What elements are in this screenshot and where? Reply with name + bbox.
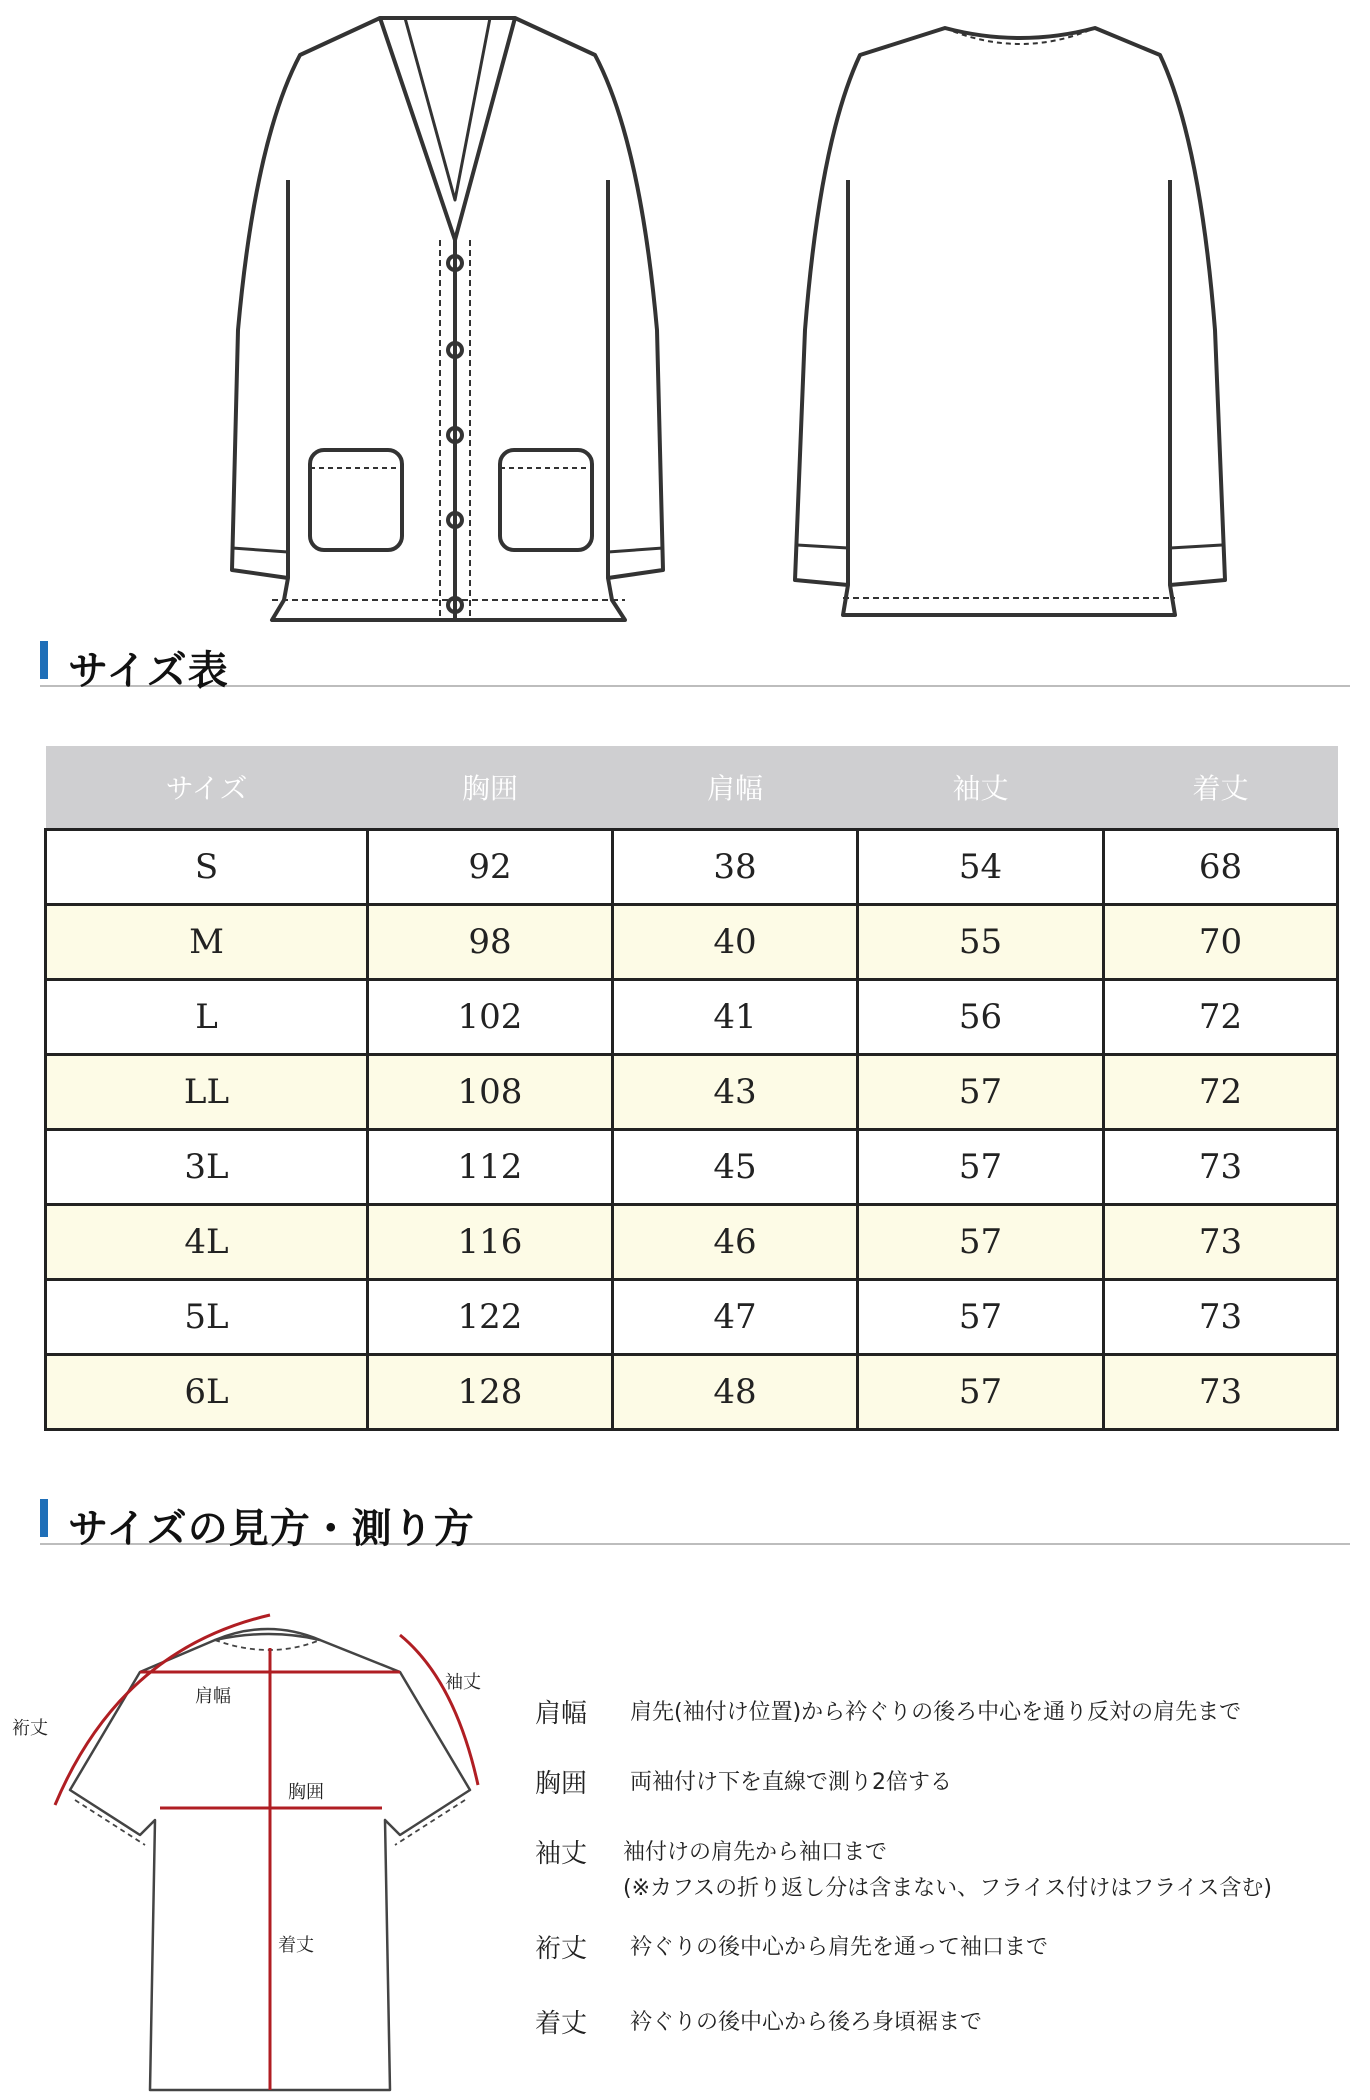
label-katahaba: 肩幅: [195, 1686, 231, 1707]
cell-sleeve: 55: [858, 905, 1104, 980]
cell-shoulder: 43: [613, 1055, 858, 1130]
table-row: [46, 830, 1338, 905]
cell-length: 70: [1104, 905, 1338, 980]
cell-size: 4L: [46, 1205, 368, 1280]
cell-size: M: [46, 905, 368, 980]
cell-chest: 102: [368, 980, 613, 1055]
cell-chest: 122: [368, 1280, 613, 1355]
cell-sleeve: 57: [858, 1130, 1104, 1205]
front-garment-sketch: [232, 18, 663, 620]
cell-shoulder: 47: [613, 1280, 858, 1355]
definition-term: 肩幅: [535, 1699, 588, 1729]
label-yukitake: 裄丈: [12, 1718, 48, 1739]
table-row: [46, 1205, 1338, 1280]
measure-heading: [40, 1495, 1350, 1552]
cell-length: 68: [1104, 830, 1338, 905]
definition-desc: 両袖付け下を直線で測り2倍する: [630, 1770, 952, 1795]
header-chest: 胸囲: [368, 746, 613, 830]
cell-size: 6L: [46, 1355, 368, 1430]
definition-term: 袖丈: [535, 1839, 588, 1869]
definition-desc: 衿ぐりの後中心から後ろ身頃裾まで: [630, 2010, 983, 2035]
table-row: [46, 1280, 1338, 1355]
cell-shoulder: 48: [613, 1355, 858, 1430]
cell-length: 73: [1104, 1130, 1338, 1205]
cell-shoulder: 38: [613, 830, 858, 905]
header-shoulder: 肩幅: [613, 746, 858, 830]
cell-length: 73: [1104, 1355, 1338, 1430]
accent-bar: [40, 1499, 48, 1537]
size-table: [44, 746, 1339, 1431]
label-kitake: 着丈: [278, 1935, 314, 1956]
cell-shoulder: 40: [613, 905, 858, 980]
definition-term: 裄丈: [535, 1934, 588, 1964]
definition-term: 胸囲: [535, 1769, 588, 1799]
definition-desc: 衿ぐりの後中心から肩先を通って袖口まで: [630, 1935, 1049, 1960]
header-size: サイズ: [46, 746, 368, 830]
cell-length: 73: [1104, 1280, 1338, 1355]
cell-sleeve: 57: [858, 1280, 1104, 1355]
cell-sleeve: 57: [858, 1055, 1104, 1130]
cell-size: S: [46, 830, 368, 905]
garment-illustrations: [0, 0, 1370, 630]
measure-title: サイズの見方・測り方: [68, 1506, 475, 1552]
cell-chest: 92: [368, 830, 613, 905]
definition-note: (※カフスの折り返し分は含まない、フライス付けはフライス含む): [623, 1876, 1272, 1901]
yukitake-arc: [55, 1615, 270, 1805]
cell-chest: 112: [368, 1130, 613, 1205]
accent-bar: [40, 641, 48, 679]
table-row: [46, 1055, 1338, 1130]
header-sleeve: 袖丈: [858, 746, 1104, 830]
cell-chest: 108: [368, 1055, 613, 1130]
cell-sleeve: 56: [858, 980, 1104, 1055]
table-row: [46, 1355, 1338, 1430]
measure-lines: [55, 1615, 478, 2090]
size-table-title: サイズ表: [68, 648, 229, 694]
definition-term: 着丈: [535, 2009, 588, 2039]
table-row: [46, 980, 1338, 1055]
cell-shoulder: 45: [613, 1130, 858, 1205]
sodetake-arc: [400, 1635, 478, 1785]
cell-length: 73: [1104, 1205, 1338, 1280]
cell-chest: 98: [368, 905, 613, 980]
cell-length: 72: [1104, 1055, 1338, 1130]
cell-sleeve: 54: [858, 830, 1104, 905]
cell-size: LL: [46, 1055, 368, 1130]
cell-size: 5L: [46, 1280, 368, 1355]
label-kyoui: 胸囲: [288, 1782, 324, 1803]
cell-sleeve: 57: [858, 1205, 1104, 1280]
table-header-row: [46, 746, 1338, 830]
table-row: [46, 1130, 1338, 1205]
cell-shoulder: 46: [613, 1205, 858, 1280]
cell-chest: 128: [368, 1355, 613, 1430]
size-table-heading: [40, 637, 1350, 694]
cell-length: 72: [1104, 980, 1338, 1055]
back-garment-sketch: [795, 28, 1225, 615]
cell-chest: 116: [368, 1205, 613, 1280]
definition-desc: 袖付けの肩先から袖口まで: [623, 1840, 888, 1865]
label-sodetake: 袖丈: [445, 1672, 481, 1693]
table-row: [46, 905, 1338, 980]
cell-size: 3L: [46, 1130, 368, 1205]
header-length: 着丈: [1104, 746, 1338, 830]
cell-sleeve: 57: [858, 1355, 1104, 1430]
cell-shoulder: 41: [613, 980, 858, 1055]
cell-size: L: [46, 980, 368, 1055]
definition-desc: 肩先(袖付け位置)から衿ぐりの後ろ中心を通り反対の肩先まで: [630, 1700, 1242, 1725]
